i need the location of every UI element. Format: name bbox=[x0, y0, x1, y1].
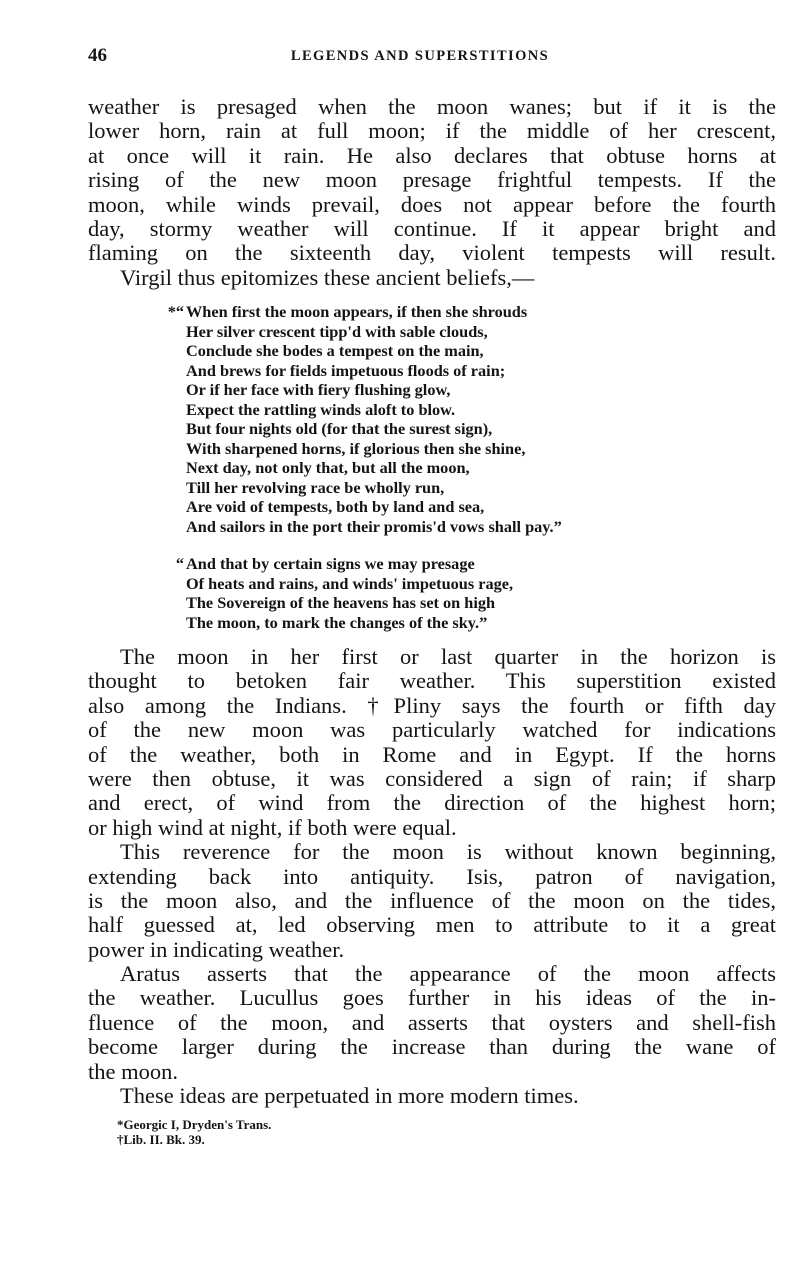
footnotes bbox=[117, 1117, 271, 1147]
text-line: at once will it rain. He also declares that obtuse horns at bbox=[88, 143, 776, 168]
text-line: fluence of the moon, and asserts that oysters and shell-fish bbox=[88, 1010, 776, 1035]
text-line: also among the Indians. †Pliny says the fourth or fifth day bbox=[88, 693, 776, 718]
poem-line-text: When first the moon appears, if then she shrouds bbox=[186, 302, 528, 321]
text-line: or high wind at night, if both were equal. bbox=[88, 814, 457, 840]
text-line: flaming on the sixteenth day, violent tempests will result. bbox=[88, 241, 776, 266]
poem-line bbox=[186, 478, 562, 498]
poem-line-text: Are void of tempests, both by land and sea, bbox=[186, 497, 485, 516]
poem-line-text: Of heats and rains, and winds' impetuous rage, bbox=[186, 573, 514, 593]
poem-line bbox=[175, 554, 513, 574]
text-line: moon, while winds prevail, does not appear before the fourth bbox=[88, 192, 776, 217]
poem-line-text: And that by certain signs we may presage bbox=[186, 554, 475, 573]
text-line: of the new moon was particularly watched for indications bbox=[88, 718, 776, 743]
text-line: of the weather, both in Rome and in Egypt. If the horns bbox=[88, 742, 776, 767]
poem-line-text: And brews for fields impetuous floods of rain; bbox=[186, 360, 506, 380]
page-number: 46 bbox=[88, 45, 107, 66]
poem-line-text: Till her revolving race be wholly run, bbox=[186, 477, 445, 497]
poem-line-text: But four nights old (for that the surest sign), bbox=[186, 419, 493, 438]
poem-line bbox=[186, 613, 513, 633]
opening-quote-mark: “ bbox=[175, 554, 184, 573]
poem-line bbox=[186, 419, 562, 439]
text-line: The moon in her first or last quarter in the horizon is bbox=[120, 645, 776, 669]
text-line: power in indicating weather. bbox=[88, 936, 345, 962]
poem-line bbox=[167, 302, 562, 322]
poem-line-text: With sharpened horns, if glorious then she shine, bbox=[186, 438, 526, 458]
text-line: become larger during the increase than during the wane of bbox=[88, 1035, 776, 1060]
poem-line-text: The moon, to mark the changes of the sky.” bbox=[186, 612, 488, 632]
poem-line-text: Conclude she bodes a tempest on the main, bbox=[186, 341, 484, 360]
text-line: is the moon also, and the influence of the moon on the tides, bbox=[88, 888, 776, 913]
poem-line-text: Her silver crescent tipp'd with sable clouds, bbox=[186, 321, 488, 341]
poem-line bbox=[186, 380, 562, 400]
text-line: rising of the new moon presage frightful tempests. If the bbox=[88, 168, 776, 193]
poem-line bbox=[186, 593, 513, 613]
text-line: Aratus asserts that the appearance of the moon affects bbox=[120, 962, 776, 987]
text-line: were then obtuse, it was considered a sign of rain; if sharp bbox=[88, 766, 776, 791]
poem-line-text: Expect the rattling winds aloft to blow. bbox=[186, 399, 456, 419]
text-line: extending back into antiquity. Isis, patron of navigation, bbox=[88, 864, 776, 889]
poem-line bbox=[186, 517, 562, 537]
text-line: weather is presaged when the moon wanes; but if it is the bbox=[88, 95, 776, 119]
poem-line bbox=[186, 439, 562, 459]
poem-line bbox=[186, 361, 562, 381]
poem-virgil bbox=[167, 302, 562, 536]
text-line: the moon. bbox=[88, 1058, 178, 1084]
text-line: lower horn, rain at full moon; if the middle of her crescent, bbox=[88, 119, 776, 144]
poem-line bbox=[186, 322, 562, 342]
text-block-bottom bbox=[88, 645, 776, 1108]
text-line: This reverence for the moon is without known beginning, bbox=[120, 840, 776, 865]
poem-line bbox=[186, 400, 562, 420]
poem-second bbox=[175, 554, 514, 632]
running-title: LEGENDS AND SUPERSTITIONS bbox=[290, 48, 550, 64]
poem-line-text: Next day, not only that, but all the moon, bbox=[186, 458, 470, 477]
footnote: *Georgic I, Dryden's Trans. bbox=[117, 1117, 272, 1132]
text-line: the weather. Lucullus goes further in his ideas of the in- bbox=[88, 986, 776, 1011]
footnote: †Lib. II. Bk. 39. bbox=[117, 1132, 205, 1147]
text-line: These ideas are perpetuated in more modern times. bbox=[120, 1083, 579, 1109]
poem-line bbox=[186, 341, 562, 361]
poem-line bbox=[186, 458, 562, 478]
text-block-top bbox=[88, 95, 776, 290]
text-line: day, stormy weather will continue. If it appear bright and bbox=[88, 216, 776, 241]
text-line: Virgil thus epitomizes these ancient beliefs,— bbox=[120, 264, 535, 290]
text-line: half guessed at, led observing men to attribute to it a great bbox=[88, 913, 776, 938]
poem-line-text: The Sovereign of the heavens has set on high bbox=[186, 593, 496, 612]
opening-quote-mark: *“ bbox=[167, 302, 184, 321]
poem-line-text: Or if her face with fiery flushing glow, bbox=[186, 380, 451, 399]
poem-line bbox=[186, 574, 513, 594]
text-line: thought to betoken fair weather. This superstition existed bbox=[88, 669, 776, 694]
text-line: and erect, of wind from the direction of the highest horn; bbox=[88, 791, 776, 816]
poem-line bbox=[186, 497, 562, 517]
poem-line-text: And sailors in the port their promis'd vows shall pay.” bbox=[186, 516, 562, 536]
